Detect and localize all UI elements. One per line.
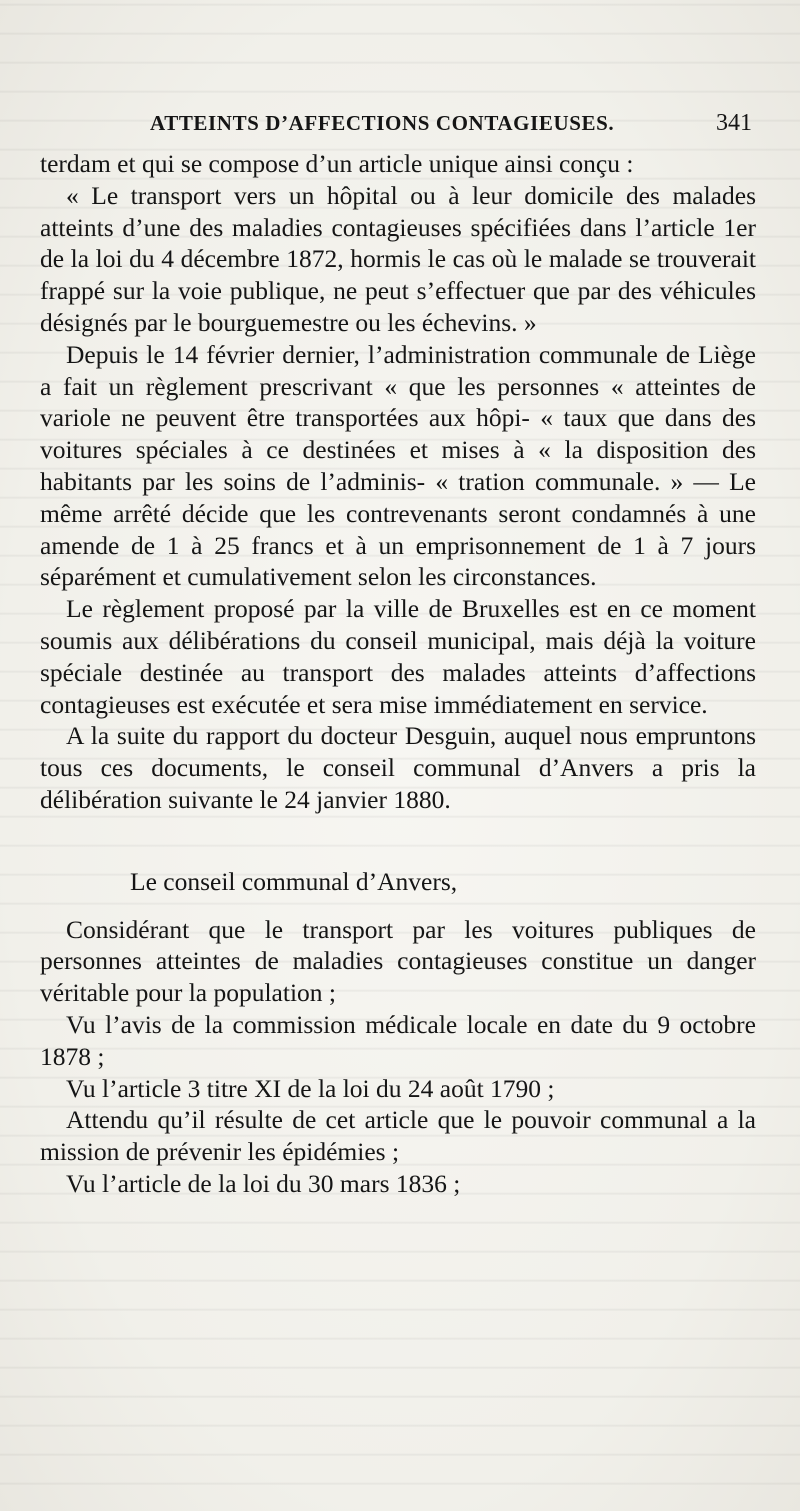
paragraph-quoted-article: « Le transport vers un hôpital ou à leur domicile des malades atteints d’une des maladies contagieuses spécifiées dans l’article 1er de la loi du 4 décembre 1872, hormis le cas où le malade se trouverait frappé sur la voie publique, ne peut s’effectuer que par des véhicules désignés par le bourguemestre ou les échevins. » — [40, 180, 756, 337]
paragraph-attendu: Attendu qu’il résulte de cet article que le pouvoir communal a la mission de prévenir les épidémies ; — [40, 1105, 756, 1167]
paragraph-desguin: A la suite du rapport du docteur Desguin, auquel nous empruntons tous ces documents, le conseil communal d’Anvers a pris la délibération suivante le 24 janvier 1880. — [40, 721, 756, 814]
running-head: ATTEINTS D’AFFECTIONS CONTAGIEUSES. — [150, 111, 615, 135]
paragraph-vu-loi-1836: Vu l’article de la loi du 30 mars 1836 ; — [66, 1168, 461, 1198]
page-number: 341 — [716, 110, 752, 136]
body-text — [40, 148, 756, 1200]
paragraph-continuation: terdam et qui se compose d’un article unique ainsi conçu : — [40, 149, 634, 178]
paragraph-liege: Depuis le 14 février dernier, l’administration communale de Liège a fait un règlement prescrivant « que les personnes « atteintes de variole ne peuvent être transportées aux hôpi- « taux que dans des voitures spéciales à ce destinées et mises à « la disposition des habitants par les soins de l’adminis- « tration communale. » — Le même arrêté décide que les contrevenants seront condamnés à une amende de 1 à 25 francs et à un emprisonnement de 1 à 7 jours séparément et cumulativement selon les circonstances. — [40, 339, 756, 592]
page-header — [150, 110, 752, 140]
paragraph-considerant: Considérant que le transport par les voitures publiques de personnes atteintes de maladies contagieuses constitue un danger véritable pour la population ; — [40, 914, 756, 1008]
paragraph-vu-article-3: Vu l’article 3 titre XI de la loi du 24 août 1790 ; — [66, 1073, 555, 1103]
council-heading: Le conseil communal d’Anvers, — [130, 866, 458, 896]
paragraph-vu-avis: Vu l’avis de la commission médicale locale en date du 9 octobre 1878 ; — [40, 1009, 756, 1071]
paragraph-bruxelles: Le règlement proposé par la ville de Bruxelles est en ce moment soumis aux délibérations du conseil municipal, mais déjà la voiture spéciale destinée au transport des malades atteints d’affections contagieuses est exécutée et sera mise immédiatement en service. — [40, 594, 756, 719]
